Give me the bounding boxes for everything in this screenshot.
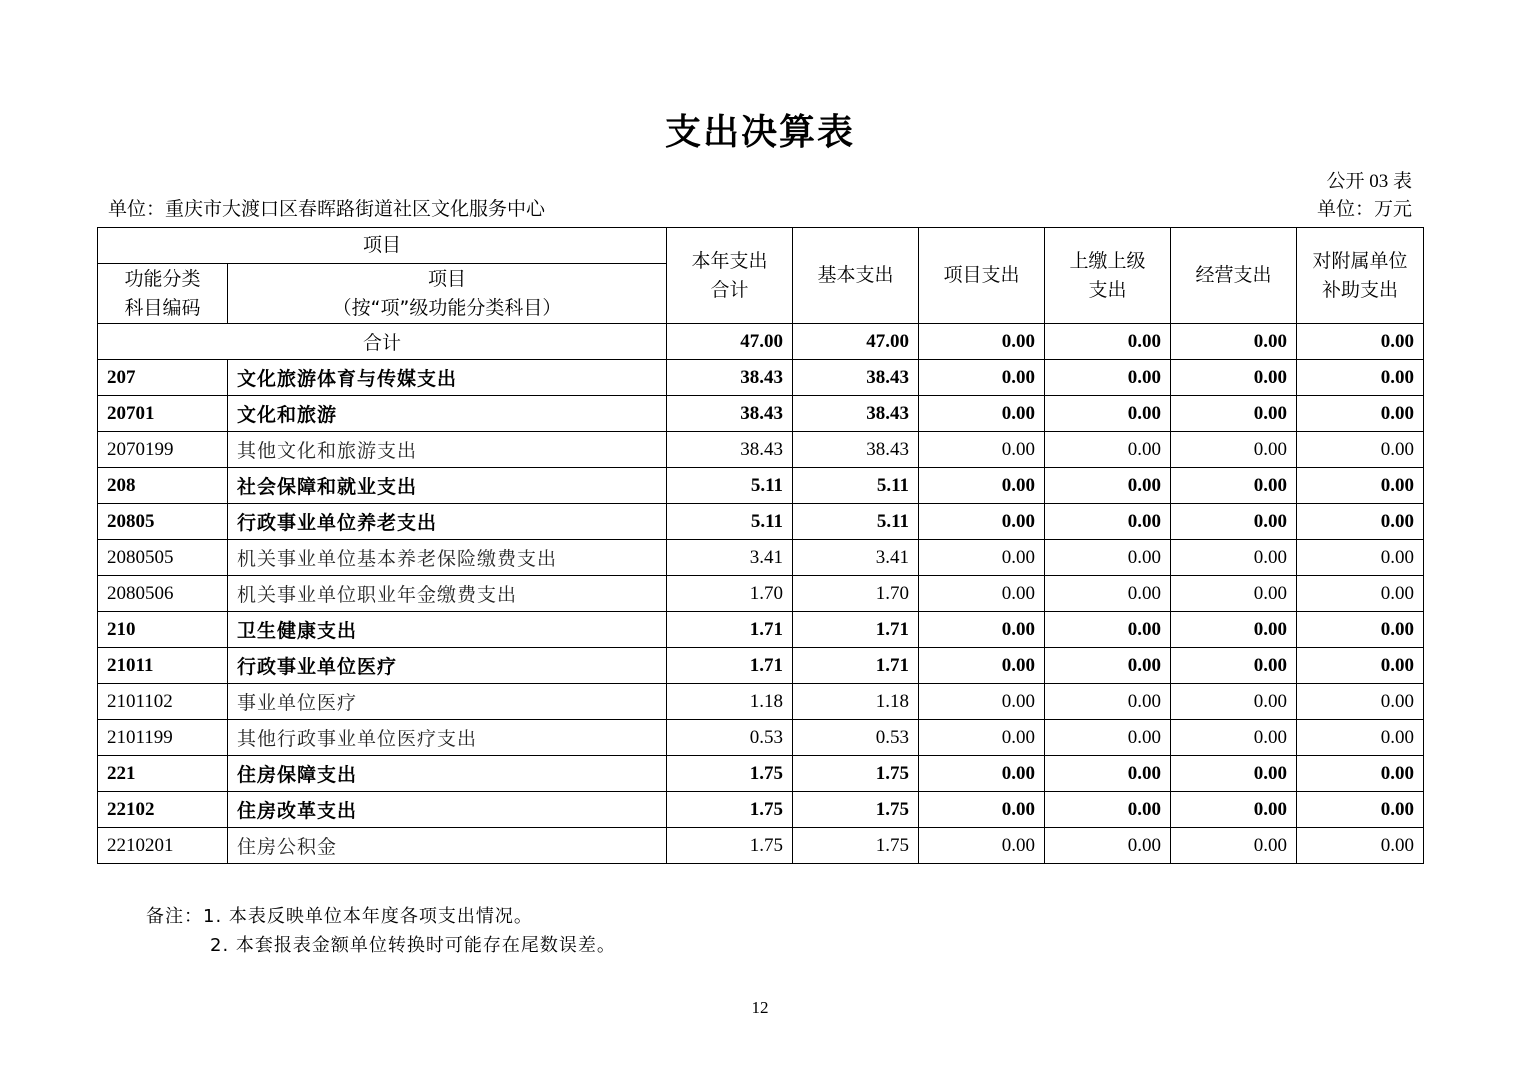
row-value: 0.00 (919, 540, 1045, 576)
row-value: 0.00 (1297, 540, 1424, 576)
total-value: 0.00 (919, 324, 1045, 360)
row-code: 2080506 (98, 576, 228, 612)
row-value: 0.00 (919, 792, 1045, 828)
note-line-2: 2. 本套报表金额单位转换时可能存在尾数误差。 (210, 935, 616, 956)
form-number: 公开 03 表 (1326, 171, 1412, 192)
header-project: 项目支出 (919, 228, 1045, 324)
row-code: 210 (98, 612, 228, 648)
row-value: 0.00 (1045, 756, 1171, 792)
row-value: 38.43 (667, 360, 793, 396)
row-value: 1.75 (667, 756, 793, 792)
header-item-group: 项目 (98, 228, 667, 264)
row-value: 0.00 (919, 684, 1045, 720)
row-value: 0.00 (1045, 612, 1171, 648)
row-value: 0.00 (1045, 684, 1171, 720)
row-value: 0.00 (1045, 360, 1171, 396)
row-value: 0.00 (1171, 504, 1297, 540)
row-value: 0.00 (1171, 684, 1297, 720)
row-value: 0.00 (1297, 468, 1424, 504)
note-line-1: 备注：1. 本表反映单位本年度各项支出情况。 (146, 906, 533, 927)
header-name: 项目 （按“项”级功能分类科目） (228, 264, 667, 324)
table-row (98, 468, 1424, 504)
row-value: 5.11 (793, 504, 919, 540)
currency-unit: 单位：万元 (1316, 199, 1412, 220)
row-value: 0.00 (1171, 468, 1297, 504)
reporting-unit: 单位：重庆市大渡口区春晖路街道社区文化服务中心 (108, 199, 546, 220)
row-value: 5.11 (667, 468, 793, 504)
row-value: 0.00 (919, 756, 1045, 792)
table-row (98, 360, 1424, 396)
row-value: 0.00 (1045, 504, 1171, 540)
row-name: 文化和旅游 (228, 396, 667, 432)
row-value: 1.71 (793, 648, 919, 684)
row-value: 1.70 (667, 576, 793, 612)
row-value: 0.00 (1045, 648, 1171, 684)
row-value: 0.00 (1297, 792, 1424, 828)
expenditure-table (97, 227, 1424, 864)
row-value: 0.00 (1045, 540, 1171, 576)
row-name: 文化旅游体育与传媒支出 (228, 360, 667, 396)
row-value: 0.00 (1171, 432, 1297, 468)
row-value: 0.00 (1171, 720, 1297, 756)
row-code: 2101102 (98, 684, 228, 720)
row-value: 0.00 (1171, 648, 1297, 684)
header-basic: 基本支出 (793, 228, 919, 324)
total-value: 0.00 (1171, 324, 1297, 360)
row-value: 1.70 (793, 576, 919, 612)
table-row (98, 684, 1424, 720)
row-value: 0.53 (793, 720, 919, 756)
row-value: 38.43 (793, 396, 919, 432)
total-value: 0.00 (1297, 324, 1424, 360)
total-value: 47.00 (667, 324, 793, 360)
row-value: 0.00 (919, 468, 1045, 504)
row-code: 22102 (98, 792, 228, 828)
row-value: 1.71 (793, 612, 919, 648)
row-value: 3.41 (667, 540, 793, 576)
row-value: 5.11 (667, 504, 793, 540)
table-row (98, 504, 1424, 540)
total-row (98, 324, 1424, 360)
total-value: 0.00 (1045, 324, 1171, 360)
table-row (98, 576, 1424, 612)
row-code: 20701 (98, 396, 228, 432)
row-code: 208 (98, 468, 228, 504)
table-row (98, 720, 1424, 756)
row-value: 38.43 (667, 396, 793, 432)
row-name: 住房公积金 (228, 828, 667, 864)
row-name: 行政事业单位养老支出 (228, 504, 667, 540)
row-value: 0.00 (1171, 792, 1297, 828)
row-value: 0.00 (919, 720, 1045, 756)
row-value: 3.41 (793, 540, 919, 576)
header-total: 本年支出 合计 (667, 228, 793, 324)
row-value: 0.00 (1297, 360, 1424, 396)
table-row (98, 396, 1424, 432)
row-value: 0.00 (1297, 576, 1424, 612)
row-name: 其他文化和旅游支出 (228, 432, 667, 468)
row-name: 其他行政事业单位医疗支出 (228, 720, 667, 756)
row-value: 0.00 (1045, 468, 1171, 504)
row-value: 38.43 (793, 432, 919, 468)
table-row (98, 612, 1424, 648)
row-value: 0.00 (1297, 432, 1424, 468)
total-value: 47.00 (793, 324, 919, 360)
row-value: 0.00 (919, 360, 1045, 396)
row-value: 0.00 (919, 396, 1045, 432)
row-code: 2101199 (98, 720, 228, 756)
row-value: 1.71 (667, 648, 793, 684)
row-value: 1.75 (667, 828, 793, 864)
row-value: 1.18 (793, 684, 919, 720)
row-name: 卫生健康支出 (228, 612, 667, 648)
row-name: 事业单位医疗 (228, 684, 667, 720)
row-value: 0.00 (1171, 396, 1297, 432)
row-value: 0.00 (1171, 612, 1297, 648)
row-value: 0.00 (1297, 612, 1424, 648)
row-value: 0.00 (1297, 648, 1424, 684)
row-value: 0.00 (919, 432, 1045, 468)
header-business: 经营支出 (1171, 228, 1297, 324)
row-code: 207 (98, 360, 228, 396)
row-code: 2210201 (98, 828, 228, 864)
page-number: 12 (751, 998, 769, 1017)
row-value: 38.43 (667, 432, 793, 468)
row-code: 221 (98, 756, 228, 792)
row-value: 0.00 (1171, 360, 1297, 396)
row-value: 0.00 (1045, 828, 1171, 864)
header-code: 功能分类 科目编码 (98, 264, 228, 324)
row-code: 20805 (98, 504, 228, 540)
row-name: 社会保障和就业支出 (228, 468, 667, 504)
row-value: 0.00 (1297, 504, 1424, 540)
row-value: 0.00 (1171, 576, 1297, 612)
row-value: 1.71 (667, 612, 793, 648)
row-value: 0.00 (1171, 828, 1297, 864)
row-value: 0.00 (1297, 396, 1424, 432)
total-label: 合计 (98, 324, 667, 360)
row-code: 2070199 (98, 432, 228, 468)
row-value: 0.00 (1045, 396, 1171, 432)
row-value: 0.00 (919, 576, 1045, 612)
page-title: 支出决算表 (664, 112, 855, 153)
row-value: 0.00 (1171, 540, 1297, 576)
row-value: 0.00 (1045, 792, 1171, 828)
row-value: 1.75 (793, 828, 919, 864)
row-name: 住房改革支出 (228, 792, 667, 828)
row-code: 2080505 (98, 540, 228, 576)
row-value: 0.00 (919, 648, 1045, 684)
row-value: 0.00 (1045, 720, 1171, 756)
row-value: 0.00 (1297, 828, 1424, 864)
header-upper: 上缴上级 支出 (1045, 228, 1171, 324)
table-row (98, 756, 1424, 792)
table-row (98, 432, 1424, 468)
row-value: 38.43 (793, 360, 919, 396)
row-value: 0.00 (1045, 576, 1171, 612)
row-value: 0.53 (667, 720, 793, 756)
row-value: 0.00 (1297, 720, 1424, 756)
row-value: 0.00 (919, 504, 1045, 540)
row-value: 0.00 (1297, 756, 1424, 792)
header-subsidy: 对附属单位 补助支出 (1297, 228, 1424, 324)
row-value: 1.75 (667, 792, 793, 828)
row-value: 0.00 (1297, 684, 1424, 720)
row-value: 1.18 (667, 684, 793, 720)
row-value: 0.00 (1171, 756, 1297, 792)
row-value: 0.00 (919, 612, 1045, 648)
table-row (98, 828, 1424, 864)
table-row (98, 540, 1424, 576)
row-code: 21011 (98, 648, 228, 684)
row-name: 行政事业单位医疗 (228, 648, 667, 684)
row-value: 1.75 (793, 756, 919, 792)
table-row (98, 792, 1424, 828)
row-value: 0.00 (1045, 432, 1171, 468)
notes (146, 902, 616, 960)
table-row (98, 648, 1424, 684)
row-value: 5.11 (793, 468, 919, 504)
row-name: 机关事业单位基本养老保险缴费支出 (228, 540, 667, 576)
row-value: 1.75 (793, 792, 919, 828)
row-name: 机关事业单位职业年金缴费支出 (228, 576, 667, 612)
row-value: 0.00 (919, 828, 1045, 864)
row-name: 住房保障支出 (228, 756, 667, 792)
